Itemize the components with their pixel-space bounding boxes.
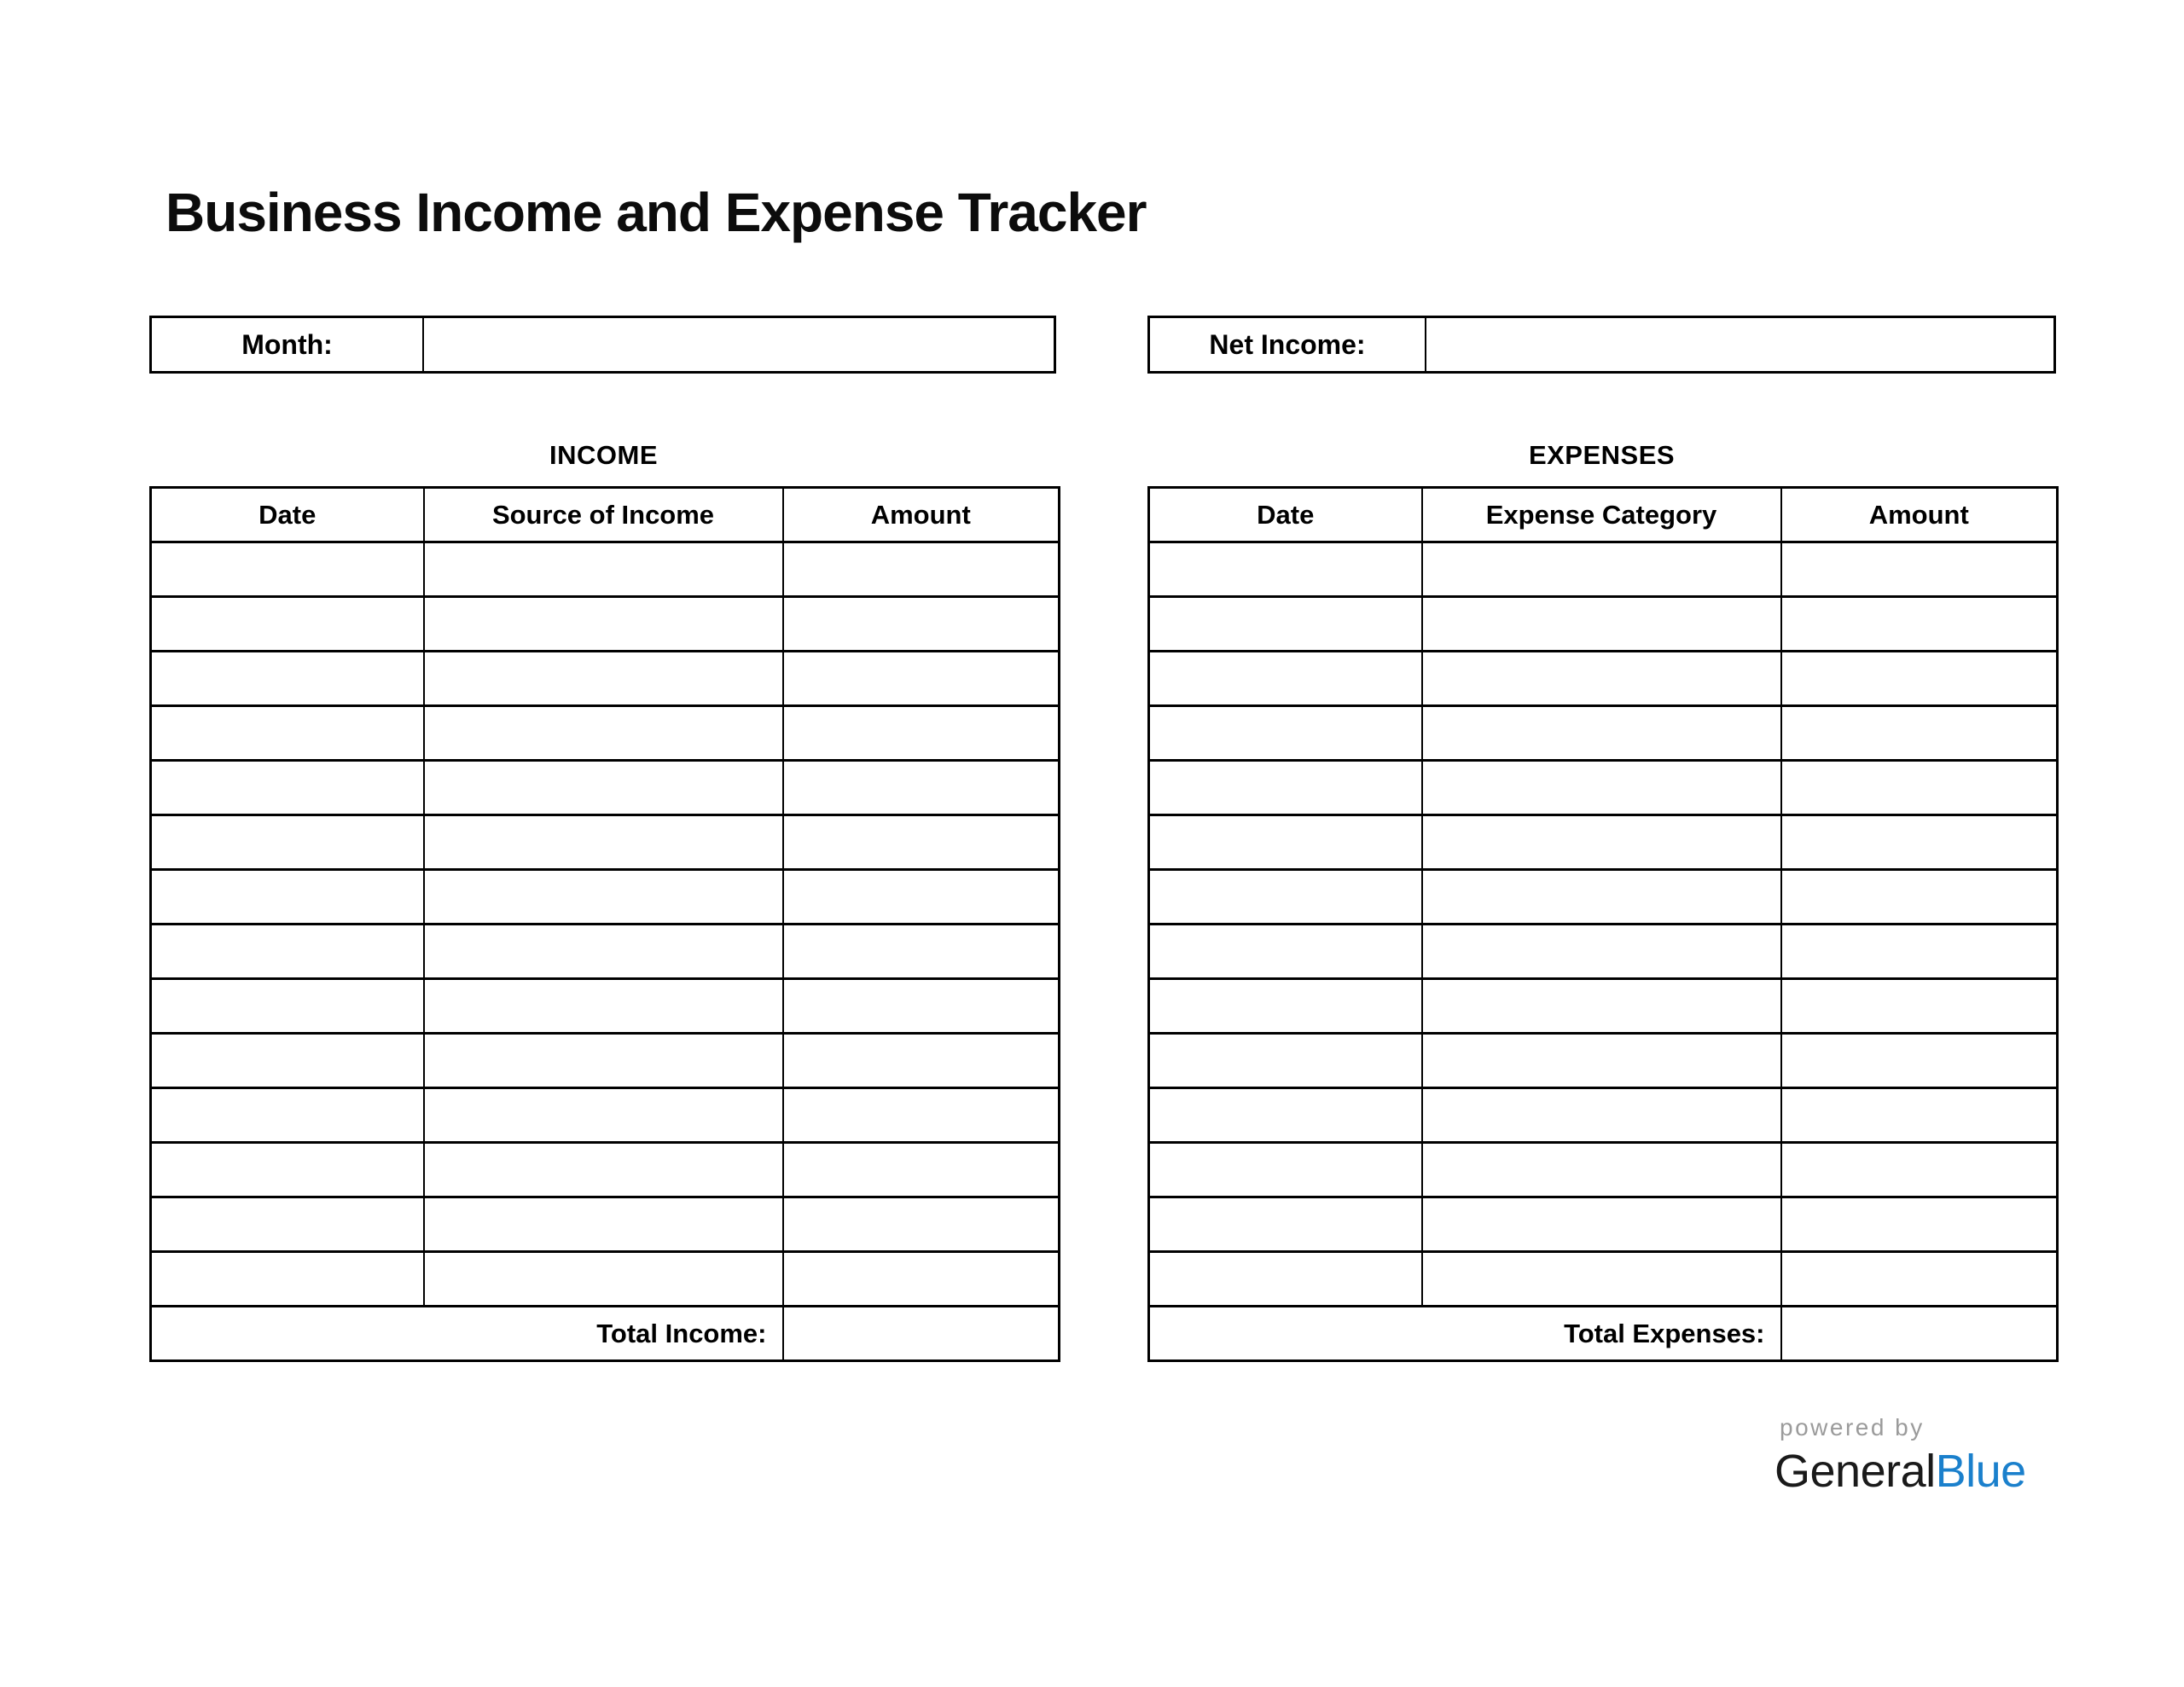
table-row [1149, 1143, 2058, 1197]
income-cell[interactable] [783, 979, 1060, 1034]
expense-cell[interactable] [1422, 979, 1781, 1034]
net-income-box [1147, 316, 2056, 374]
expense-cell[interactable] [1781, 870, 2058, 925]
expense-cell[interactable] [1781, 1034, 2058, 1088]
expense-cell[interactable] [1149, 979, 1422, 1034]
income-cell[interactable] [151, 761, 424, 815]
expenses-table [1147, 486, 2059, 1362]
income-cell[interactable] [424, 925, 783, 979]
expense-cell[interactable] [1781, 979, 2058, 1034]
generalblue-logo [1774, 1445, 2026, 1498]
expenses-col-header-category: Expense Category [1422, 488, 1781, 542]
income-cell[interactable] [424, 706, 783, 761]
income-cell[interactable] [783, 870, 1060, 925]
net-income-label: Net Income: [1150, 318, 1426, 371]
income-cell[interactable] [151, 1252, 424, 1307]
expense-cell[interactable] [1781, 1252, 2058, 1307]
table-row [151, 597, 1060, 652]
net-income-value-field[interactable] [1426, 318, 2053, 371]
table-row [151, 1143, 1060, 1197]
table-row [151, 761, 1060, 815]
income-cell[interactable] [424, 870, 783, 925]
table-row [1149, 1088, 2058, 1143]
expenses-total-row [1149, 1307, 2058, 1361]
table-row [1149, 652, 2058, 706]
expense-cell[interactable] [1149, 652, 1422, 706]
table-row [1149, 761, 2058, 815]
expense-cell[interactable] [1149, 597, 1422, 652]
expense-cell[interactable] [1149, 1197, 1422, 1252]
table-row [1149, 1197, 2058, 1252]
income-cell[interactable] [783, 597, 1060, 652]
page-title: Business Income and Expense Tracker [166, 182, 1147, 243]
expense-cell[interactable] [1422, 1034, 1781, 1088]
table-row [151, 542, 1060, 597]
expense-cell[interactable] [1422, 1252, 1781, 1307]
table-row [1149, 597, 2058, 652]
expense-cell[interactable] [1149, 1088, 1422, 1143]
expense-cell[interactable] [1149, 870, 1422, 925]
income-cell[interactable] [424, 1197, 783, 1252]
table-row [151, 1088, 1060, 1143]
table-row [1149, 706, 2058, 761]
table-row [151, 706, 1060, 761]
expense-cell[interactable] [1781, 1143, 2058, 1197]
expense-cell[interactable] [1781, 815, 2058, 870]
income-cell[interactable] [424, 542, 783, 597]
table-row [1149, 1034, 2058, 1088]
income-cell[interactable] [424, 815, 783, 870]
income-cell[interactable] [783, 925, 1060, 979]
table-row [151, 1197, 1060, 1252]
income-cell[interactable] [151, 706, 424, 761]
income-cell[interactable] [424, 1034, 783, 1088]
expense-cell[interactable] [1781, 652, 2058, 706]
income-cell[interactable] [151, 1034, 424, 1088]
expense-cell[interactable] [1149, 542, 1422, 597]
income-cell[interactable] [424, 1143, 783, 1197]
month-value-field[interactable] [424, 318, 1054, 371]
expenses-header-row [1149, 488, 2058, 542]
expense-cell[interactable] [1149, 706, 1422, 761]
income-table [149, 486, 1060, 1362]
income-col-header-date: Date [151, 488, 424, 542]
table-row [1149, 925, 2058, 979]
expenses-section-title: EXPENSES [1528, 440, 1676, 470]
expense-cell[interactable] [1422, 761, 1781, 815]
brand-general-text: General [1774, 1446, 1936, 1497]
income-cell[interactable] [783, 1143, 1060, 1197]
table-row [1149, 815, 2058, 870]
expense-cell[interactable] [1781, 1197, 2058, 1252]
income-cell[interactable] [783, 815, 1060, 870]
table-row [151, 815, 1060, 870]
expense-cell[interactable] [1422, 542, 1781, 597]
income-cell[interactable] [424, 1088, 783, 1143]
table-row [151, 870, 1060, 925]
table-row [151, 979, 1060, 1034]
income-cell[interactable] [783, 1034, 1060, 1088]
income-cell[interactable] [783, 1252, 1060, 1307]
expense-cell[interactable] [1781, 1088, 2058, 1143]
table-row [151, 1034, 1060, 1088]
table-row [1149, 542, 2058, 597]
income-col-header-amount: Amount [783, 488, 1060, 542]
expense-cell[interactable] [1149, 1034, 1422, 1088]
income-cell[interactable] [783, 1197, 1060, 1252]
table-row [1149, 870, 2058, 925]
expenses-total-label: Total Expenses: [1149, 1307, 1781, 1361]
income-cell[interactable] [424, 1252, 783, 1307]
expense-cell[interactable] [1422, 597, 1781, 652]
income-cell[interactable] [151, 925, 424, 979]
expense-cell[interactable] [1422, 1197, 1781, 1252]
expense-cell[interactable] [1781, 706, 2058, 761]
expense-cell[interactable] [1781, 597, 2058, 652]
month-box [149, 316, 1056, 374]
expenses-total-value-cell[interactable] [1781, 1307, 2058, 1361]
expense-cell[interactable] [1149, 815, 1422, 870]
expenses-col-header-date: Date [1149, 488, 1422, 542]
expense-cell[interactable] [1422, 652, 1781, 706]
table-row [1149, 1252, 2058, 1307]
income-section-title: INCOME [549, 440, 658, 470]
income-cell[interactable] [151, 597, 424, 652]
expense-cell[interactable] [1422, 815, 1781, 870]
income-cell[interactable] [424, 652, 783, 706]
expense-cell[interactable] [1149, 1143, 1422, 1197]
expense-cell[interactable] [1422, 925, 1781, 979]
expense-cell[interactable] [1422, 706, 1781, 761]
income-cell[interactable] [151, 542, 424, 597]
income-total-row [151, 1307, 1060, 1361]
expense-cell[interactable] [1422, 1088, 1781, 1143]
income-total-value-cell[interactable] [783, 1307, 1060, 1361]
income-cell[interactable] [151, 979, 424, 1034]
income-total-label: Total Income: [151, 1307, 783, 1361]
expense-cell[interactable] [1149, 1252, 1422, 1307]
expense-cell[interactable] [1781, 542, 2058, 597]
expense-cell[interactable] [1781, 761, 2058, 815]
expense-cell[interactable] [1149, 925, 1422, 979]
expense-cell[interactable] [1149, 761, 1422, 815]
income-cell[interactable] [783, 652, 1060, 706]
income-cell[interactable] [424, 761, 783, 815]
income-cell[interactable] [151, 870, 424, 925]
income-header-row [151, 488, 1060, 542]
table-row [151, 925, 1060, 979]
income-cell[interactable] [783, 706, 1060, 761]
income-cell[interactable] [151, 1088, 424, 1143]
month-label: Month: [152, 318, 424, 371]
expense-cell[interactable] [1781, 925, 2058, 979]
table-row [151, 652, 1060, 706]
income-cell[interactable] [424, 597, 783, 652]
brand-blue-text: Blue [1935, 1446, 2026, 1497]
expense-cell[interactable] [1422, 870, 1781, 925]
income-col-header-source: Source of Income [424, 488, 783, 542]
expense-cell[interactable] [1422, 1143, 1781, 1197]
income-cell[interactable] [151, 815, 424, 870]
expenses-col-header-amount: Amount [1781, 488, 2058, 542]
powered-by-text: powered by [1780, 1414, 1925, 1441]
income-cell[interactable] [151, 1197, 424, 1252]
income-cell[interactable] [151, 1143, 424, 1197]
table-row [151, 1252, 1060, 1307]
income-cell[interactable] [783, 542, 1060, 597]
income-cell[interactable] [783, 761, 1060, 815]
income-cell[interactable] [424, 979, 783, 1034]
table-row [1149, 979, 2058, 1034]
income-cell[interactable] [783, 1088, 1060, 1143]
income-cell[interactable] [151, 652, 424, 706]
